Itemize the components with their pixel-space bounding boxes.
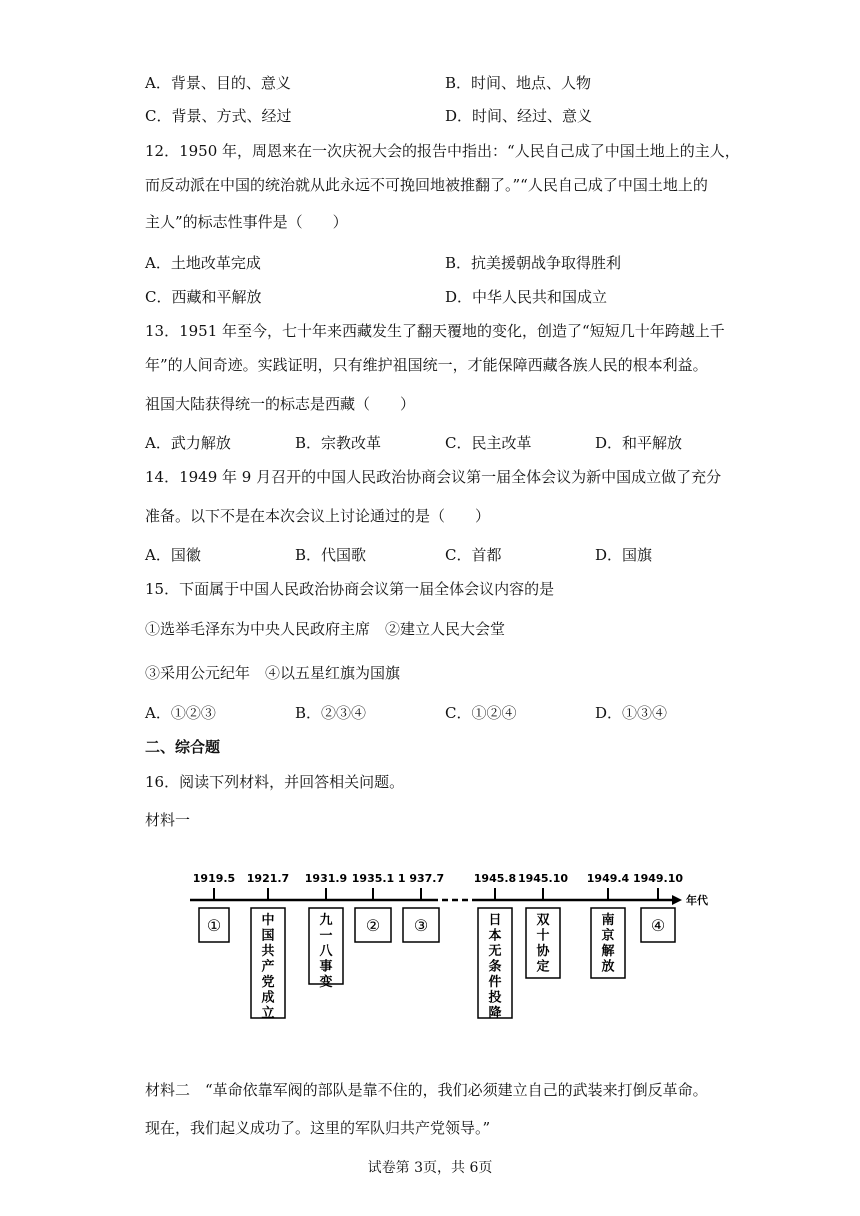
q13-option-b: B．宗教改革: [295, 434, 382, 452]
q12-option-c: C．西藏和平解放: [145, 288, 262, 306]
q15-option-d: D．①③④: [595, 704, 668, 722]
timeline-arrow-head: [672, 895, 682, 905]
q15-line-2: ①选举毛泽东为中央人民政府主席 ②建立人民大会堂: [145, 620, 506, 638]
timeline-date: 1935.1: [351, 872, 395, 885]
material-2-line-2: 现在，我们起义成功了。这里的军队归共产党领导。”: [145, 1119, 491, 1137]
timeline-event-label: ③: [413, 916, 429, 935]
timeline-axis-label: 年代: [686, 894, 708, 907]
timeline-date: 1949.10: [632, 872, 684, 885]
material-1-label: 材料一: [145, 811, 191, 829]
q13-line-2: 年”的人间奇迹。实践证明，只有维护祖国统一，才能保障西藏各族人民的根本利益。: [145, 356, 708, 374]
timeline-date: 1945.10: [517, 872, 569, 885]
q12-line-3: 主人”的标志性事件是（ ）: [145, 213, 348, 231]
q11-option-b: B．时间、地点、人物: [445, 74, 592, 92]
q14-line-2: 准备。以下不是在本次会议上讨论通过的是（ ）: [145, 507, 491, 525]
timeline-date: 1919.5: [192, 872, 236, 885]
timeline-date: 1949.4: [586, 872, 630, 885]
timeline-date: 1931.9: [304, 872, 348, 885]
q13-line-3: 祖国大陆获得统一的标志是西藏（ ）: [145, 395, 416, 413]
q14-option-d: D．国旗: [595, 546, 653, 564]
q15-line-1: 15．下面属于中国人民政治协商会议第一届全体会议内容的是: [145, 580, 555, 598]
q12-option-a: A．土地改革完成: [145, 254, 261, 272]
timeline-event-label: 九一八事变: [319, 913, 333, 990]
q13-option-a: A．武力解放: [145, 434, 231, 452]
q15-line-3: ③采用公元纪年 ④以五星红旗为国旗: [145, 664, 401, 682]
q13-option-c: C．民主改革: [445, 434, 532, 452]
timeline-date: 1945.8: [473, 872, 517, 885]
timeline-event-label: ④: [650, 916, 666, 935]
timeline-event-label: 日本无条件投降: [488, 913, 502, 1021]
page-footer: 试卷第 3页，共 6页: [367, 1160, 493, 1176]
q12-line-2: 而反动派在中国的统治就从此永远不可挽回地被推翻了。”“人民自己成了中国土地上的: [145, 176, 708, 194]
q15-option-c: C．①②④: [445, 704, 517, 722]
q14-option-c: C．首都: [445, 546, 502, 564]
q14-option-a: A．国徽: [145, 546, 201, 564]
timeline-date: 1921.7: [246, 872, 290, 885]
timeline-event-label: 南京解放: [601, 913, 615, 975]
q12-option-d: D．中华人民共和国成立: [445, 288, 608, 306]
timeline-event-label: 中国共产党成立: [261, 913, 275, 1021]
q12-line-1: 12．1950 年，周恩来在一次庆祝大会的报告中指出：“人民自己成了中国土地上的主人，: [145, 142, 740, 160]
q16-intro: 16．阅读下列材料，并回答相关问题。: [145, 773, 405, 791]
q15-option-a: A．①②③: [145, 704, 216, 722]
q11-option-c: C．背景、方式、经过: [145, 107, 292, 125]
timeline-diagram: [180, 862, 720, 1052]
timeline-event-label: 双十协定: [536, 913, 550, 975]
q11-option-d: D．时间、经过、意义: [445, 107, 593, 125]
q13-line-1: 13．1951 年至今，七十年来西藏发生了翻天覆地的变化，创造了“短短几十年跨越上千: [145, 322, 725, 340]
q15-option-b: B．②③④: [295, 704, 367, 722]
q11-option-a: A．背景、目的、意义: [145, 74, 291, 92]
q14-option-b: B．代国歌: [295, 546, 367, 564]
timeline-event-label: ②: [365, 916, 381, 935]
material-2-line-1: 材料二 “革命依靠军阀的部队是靠不住的，我们必须建立自己的武装来打倒反革命。: [145, 1081, 708, 1099]
section-title: 二、综合题: [145, 738, 221, 756]
timeline-event-label: ①: [206, 916, 222, 935]
q14-line-1: 14．1949 年 9 月召开的中国人民政治协商会议第一届全体会议为新中国成立做了充分: [145, 468, 722, 486]
timeline-date: 1 937.7: [397, 872, 445, 885]
q12-option-b: B．抗美援朝战争取得胜利: [445, 254, 622, 272]
q13-option-d: D．和平解放: [595, 434, 683, 452]
